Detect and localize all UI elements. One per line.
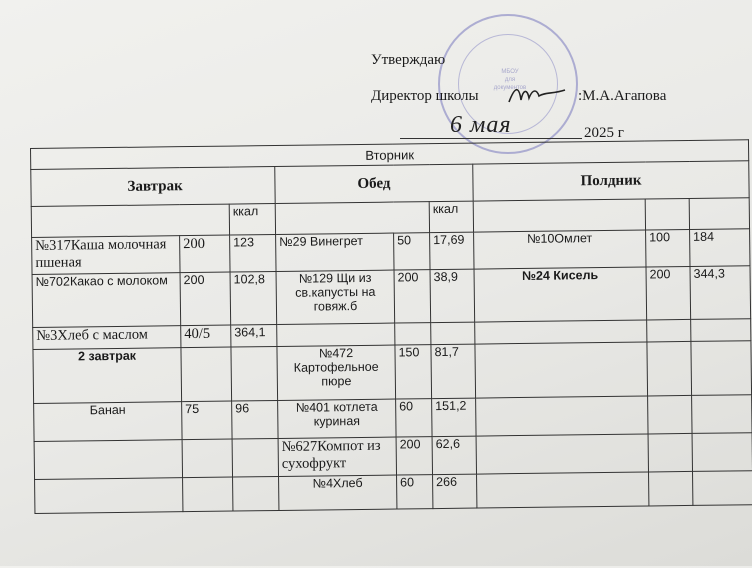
breakfast-dish: 2 завтрак <box>33 348 182 404</box>
blank-cell <box>645 198 689 230</box>
snack-dish <box>476 434 648 474</box>
lunch-dish <box>277 323 395 346</box>
lunch-weight: 200 <box>396 437 432 475</box>
snack-weight <box>647 341 692 396</box>
breakfast-kcal-header: ккал <box>229 204 275 236</box>
snack-weight: 200 <box>646 266 691 320</box>
breakfast-kcal <box>233 476 279 511</box>
lunch-header: Обед <box>275 164 473 203</box>
lunch-dish: №29 Винегрет <box>276 233 394 271</box>
breakfast-kcal: 123 <box>230 235 276 273</box>
table-row <box>32 266 751 328</box>
breakfast-dish: №702Какао с молоком <box>32 273 181 328</box>
blank-cell <box>473 199 645 232</box>
snack-kcal <box>692 395 752 434</box>
approve-label: Утверждаю <box>371 52 446 68</box>
handwritten-date: 6 мая <box>450 112 512 138</box>
breakfast-weight: 40/5 <box>181 325 231 348</box>
lunch-dish: №4Хлеб <box>279 475 397 510</box>
blank-cell <box>689 198 749 230</box>
breakfast-dish: №317Каша молочная пшеная <box>32 236 180 275</box>
stamp-text: МБОУ для документов <box>493 69 527 91</box>
breakfast-kcal: 364,1 <box>231 324 277 347</box>
lunch-kcal: 38,9 <box>430 269 475 323</box>
lunch-kcal: 62,6 <box>432 436 476 475</box>
snack-dish <box>475 342 648 398</box>
snack-weight <box>649 471 693 506</box>
director-signature <box>505 82 569 108</box>
lunch-dish: №627Компот из сухофрукт <box>278 437 396 476</box>
snack-kcal <box>691 319 751 342</box>
snack-kcal: 344,3 <box>690 266 751 320</box>
lunch-dish: №129 Щи из св.капусты на говяж.б <box>276 270 395 324</box>
day-name: Вторник <box>31 140 749 170</box>
snack-kcal <box>693 471 752 506</box>
blank-cell <box>275 202 429 235</box>
breakfast-kcal: 96 <box>232 400 278 439</box>
snack-dish <box>477 472 649 508</box>
snack-kcal: 184 <box>690 229 751 267</box>
snack-header: Полдник <box>473 161 750 201</box>
breakfast-dish <box>34 440 182 480</box>
breakfast-weight: 200 <box>180 272 231 326</box>
breakfast-kcal <box>232 438 278 477</box>
breakfast-kcal: 102,8 <box>230 272 277 326</box>
lunch-dish: №401 котлета куриная <box>278 399 396 438</box>
breakfast-dish: Банан <box>34 402 182 442</box>
menu-table <box>30 139 752 514</box>
snack-weight: 100 <box>646 229 690 267</box>
lunch-weight: 60 <box>397 475 433 509</box>
breakfast-weight: 75 <box>182 401 232 440</box>
snack-dish <box>476 396 648 436</box>
snack-dish: №10Омлет <box>474 230 646 269</box>
year-label: 2025 г <box>584 125 624 141</box>
lunch-weight: 60 <box>396 399 432 437</box>
snack-dish: №24 Кисель <box>474 267 647 322</box>
breakfast-weight: 200 <box>180 235 230 273</box>
snack-dish <box>475 320 647 344</box>
snack-weight <box>648 433 692 472</box>
breakfast-kcal <box>231 346 278 401</box>
blank-cell <box>31 204 229 237</box>
snack-kcal <box>692 433 752 472</box>
director-label: Директор школы <box>371 88 479 104</box>
lunch-dish: №472 Картофельное пюре <box>277 345 396 400</box>
lunch-kcal-header: ккал <box>429 201 473 233</box>
lunch-weight: 150 <box>395 345 432 399</box>
lunch-kcal: 81,7 <box>431 344 476 399</box>
table-row <box>33 341 752 404</box>
lunch-kcal: 151,2 <box>432 398 476 437</box>
director-name: :М.А.Агапова <box>578 88 667 104</box>
lunch-weight: 50 <box>394 233 430 270</box>
breakfast-weight <box>182 439 232 478</box>
snack-weight <box>647 319 691 342</box>
lunch-kcal: 266 <box>433 474 477 509</box>
lunch-kcal <box>431 322 475 345</box>
breakfast-dish <box>35 478 183 514</box>
lunch-weight: 200 <box>394 270 431 323</box>
lunch-weight <box>395 323 431 345</box>
menu-sheet <box>30 139 752 568</box>
snack-weight <box>648 395 692 434</box>
breakfast-weight <box>183 477 233 512</box>
breakfast-header: Завтрак <box>31 167 275 207</box>
breakfast-weight <box>181 347 232 402</box>
snack-kcal <box>691 341 752 396</box>
breakfast-dish: №3Хлеб с маслом <box>33 326 181 350</box>
lunch-kcal: 17,69 <box>430 232 474 270</box>
